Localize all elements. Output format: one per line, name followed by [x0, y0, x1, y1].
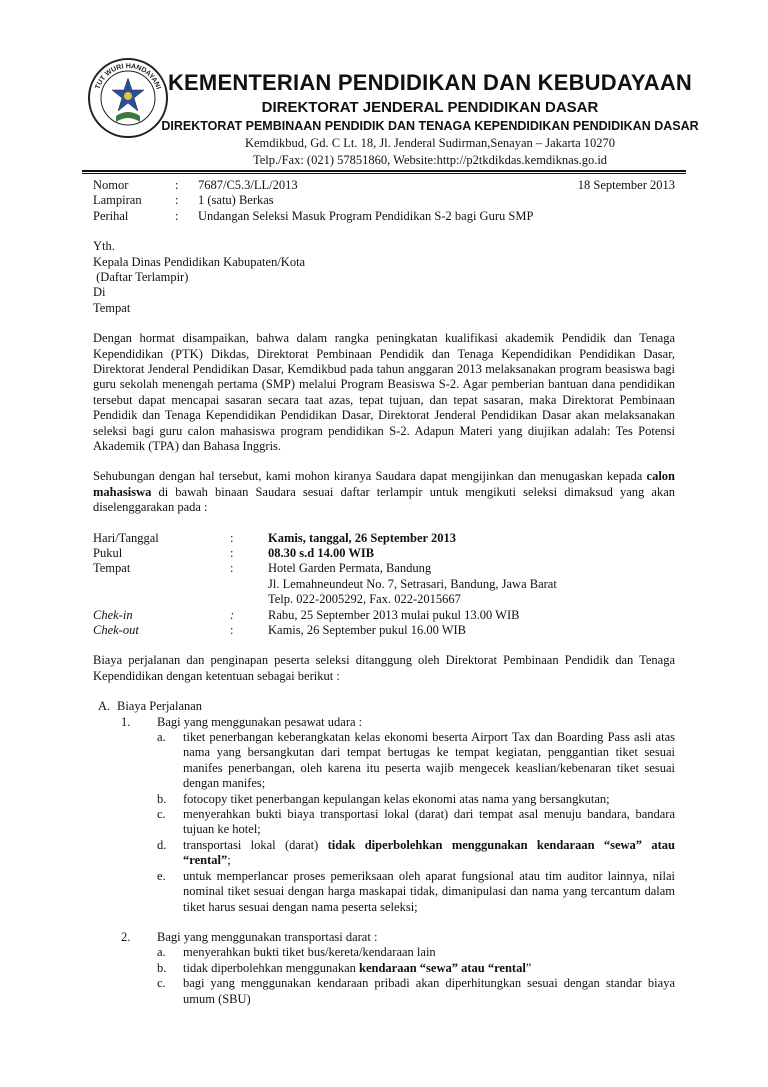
- address: Kemdikbud, Gd. C Lt. 18, Jl. Jenderal Sudirman,Senayan – Jakarta 10270: [244, 136, 616, 151]
- header-rule-thin: [82, 173, 686, 174]
- schedule-checkout: Chek-out : Kamis, 26 September pukul 16.00 WIB: [93, 623, 467, 638]
- section-a: [93, 699, 675, 1007]
- directorate-general-name: DIREKTORAT JENDERAL PENDIDIKAN DASAR: [261, 99, 599, 117]
- logo-text: TUT WURI HANDAYANI: [94, 62, 162, 91]
- schedule-place-address: Jl. Lemahneundeut No. 7, Setrasari, Bandung, Jawa Barat: [268, 576, 557, 591]
- paragraph-costs: Biaya perjalanan dan penginapan peserta seleksi ditanggung oleh Direktorat Pembinaan Pendidik dan Tenaga Kependidikan dengan ketentuan sebagai berikut :: [93, 653, 675, 683]
- meta-nomor: Nomor : 7687/C5.3/LL/2013 18 September 2013: [93, 178, 675, 192]
- paragraph-request: Sehubungan dengan hal tersebut, kami mohon kiranya Saudara dapat mengijinkan dan menugaskan kepada calon mahasiswa di bawah binaan Saudara sesuai daftar terlampir untuk mengikuti seleksi dimaksud yang akan diselenggarakan pada :: [93, 469, 675, 515]
- item-2c: c. bagi yang menggunakan kendaraan pribadi akan diperhitungkan sesuai dengan standar biaya umum (SBU): [157, 976, 675, 1006]
- schedule-date: Hari/Tanggal : Kamis, tanggal, 26 September 2013: [93, 530, 456, 545]
- item-1a: a. tiket penerbangan keberangkatan kelas ekonomi beserta Airport Tax dan Boarding Pass asli atas nama yang bersangkutan dari tempat bertugas ke tempat kegiatan, penggantian tiket sesuai manifes penerbangan, oleh karena itu peserta wajib mengecek keaslian/kebenaran tiket sesuai dengan manifes;: [157, 730, 675, 791]
- schedule-block: [93, 531, 675, 639]
- item-2a: a. menyerahkan bukti tiket bus/kereta/kendaraan lain: [157, 945, 436, 960]
- item-1e: e. untuk memperlancar proses pemeriksaan oleh aparat fungsional atau tim auditor lainnya, nilai nominal tiket sesuai dengan harga maskapai tidak, dimanipulasi dan nama yang tercantum dalam tiket harus sesuai dengan nama peserta seleksi;: [157, 868, 675, 914]
- item-1c: c. menyerahkan bukti biaya transportasi lokal (darat) dari tempat asal menuju bandara, bandara tujuan ke hotel;: [157, 807, 675, 837]
- section-a-heading: A. Biaya Perjalanan: [98, 699, 203, 714]
- item-1d: d. transportasi lokal (darat) tidak diperbolehkan menggunakan kendaraan “sewa” atau “rental”;: [157, 837, 675, 868]
- item-2b: b. tidak diperbolehkan menggunakan kendaraan “sewa” atau “rental”: [157, 960, 532, 975]
- letter-date: 18 September 2013: [577, 178, 675, 192]
- item-2-heading: 2. Bagi yang menggunakan transportasi darat :: [121, 929, 378, 944]
- paragraph-intro: Dengan hormat disampaikan, bahwa dalam rangka peningkatan kualifikasi akademik Pendidik dan Tenaga Kependidikan (PTK) Dikdas, Direktorat Pembinaan Pendidik dan Tenaga Kependidikan Pendidikan Dasar, Direktorat Jenderal Pendidikan Dasar, Kemdikbud pada tahun anggaran 2013 melaksanakan program beasiswa bagi guru sekolah menengah pertama (SMP) melalui Program Beasiswa S-2. Agar pemberian bantuan dana pendidikan tersebut dapat mencapai sasaran secara taat azas, tepat tujuan, dan tepat sasaran, maka Direktorat Pembinaan Pendidik dan Tenaga Kependidikan Pendidikan Dasar, Direktorat Jenderal Pendidikan Dasar akan melaksanakan seleksi bagi guru calon mahasiswa program pendidikan S-2. Adapun Materi yang diujikan adalah: Tes Potensi Akademik (TPA) dan Bahasa Inggris.: [93, 331, 675, 454]
- schedule-place-phone: Telp. 022-2005292, Fax. 022-2015667: [268, 592, 461, 607]
- directorate-name: DIREKTORAT PEMBINAAN PENDIDIK DAN TENAGA KEPENDIDIKAN PENDIDIKAN DASAR: [161, 119, 699, 134]
- schedule-place: Tempat : Hotel Garden Permata, Bandung: [93, 561, 432, 576]
- item-1b: b. fotocopy tiket penerbangan kepulangan kelas ekonomi atas nama yang bersangkutan;: [157, 791, 610, 806]
- letter-body: [93, 178, 675, 1007]
- recipient-block: Yth. Kepala Dinas Pendidikan Kabupaten/Kota (Daftar Terlampir) Di Tempat: [93, 239, 306, 315]
- contact: Telp./Fax: (021) 57851860, Website:http://p2tkdikdas.kemdiknas.go.id: [252, 153, 608, 168]
- meta-lampiran: Lampiran : 1 (satu) Berkas: [93, 193, 274, 208]
- schedule-checkin: Chek-in : Rabu, 25 September 2013 mulai pukul 13.00 WIB: [93, 607, 520, 622]
- letterhead: [150, 70, 710, 168]
- item-1-heading: 1. Bagi yang menggunakan pesawat udara :: [121, 714, 363, 729]
- ministry-name: KEMENTERIAN PENDIDIKAN DAN KEBUDAYAAN: [167, 70, 693, 95]
- meta-perihal: Perihal : Undangan Seleksi Masuk Program Pendidikan S-2 bagi Guru SMP: [93, 208, 534, 223]
- schedule-time: Pukul : 08.30 s.d 14.00 WIB: [93, 546, 375, 561]
- header-rule: [82, 170, 686, 172]
